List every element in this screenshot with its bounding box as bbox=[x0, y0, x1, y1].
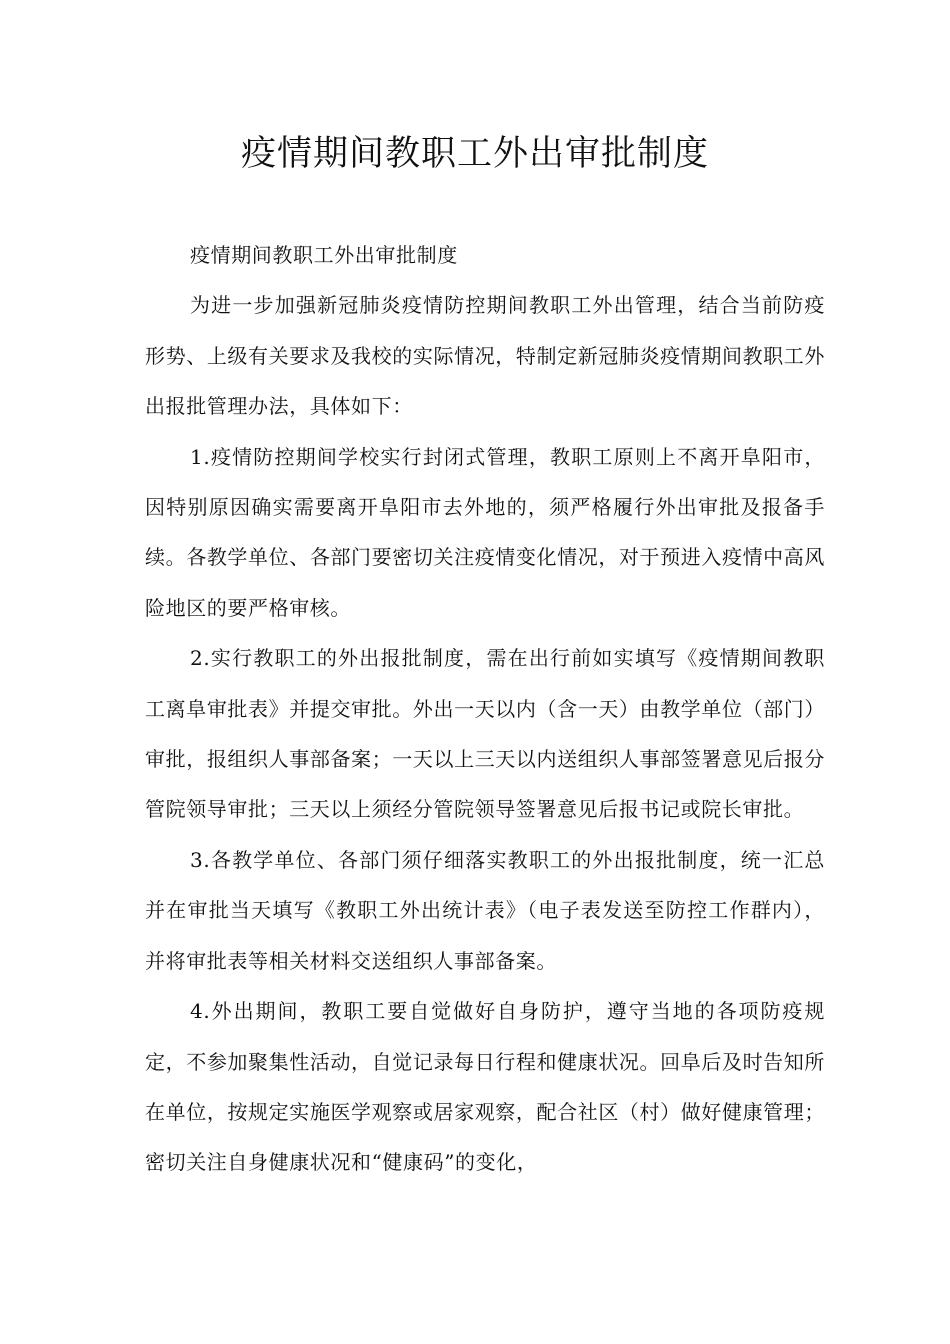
paragraph-item-4: 4.外出期间，教职工要自觉做好自身防护，遵守当地的各项防疫规定，不参加聚集性活动，自觉记录每日行程和健康状况。回阜后及时告知所在单位，按规定实施医学观察或居家观察，配合社区（村）做好健康管理；密切关注自身健康状况和“健康码”的变化， bbox=[145, 999, 825, 1175]
paragraph-subtitle: 疫情期间教职工外出审批制度 bbox=[190, 243, 458, 267]
paragraph-item-2: 2.实行教职工的外出报批制度，需在出行前如实填写《疫情期间教职工离阜审批表》并提交审批。外出一天以内（含一天）由教学单位（部门）审批，报组织人事部备案；一天以上三天以内送组织人事部签署意见后报分管院领导审批；三天以上须经分管院领导签署意见后报书记或院长审批。 bbox=[145, 646, 825, 822]
paragraph-intro: 为进一步加强新冠肺炎疫情防控期间教职工外出管理，结合当前防疫形势、上级有关要求及我校的实际情况，特制定新冠肺炎疫情期间教职工外出报批管理办法，具体如下： bbox=[145, 293, 825, 419]
paragraph-item-3: 3.各教学单位、各部门须仔细落实教职工的外出报批制度，统一汇总并在审批当天填写《教职工外出统计表》（电子表发送至防控工作群内），并将审批表等相关材料交送组织人事部备案。 bbox=[145, 847, 825, 973]
document-title: 疫情期间教职工外出审批制度 bbox=[240, 134, 709, 174]
paragraph-item-1: 1.疫情防控期间学校实行封闭式管理，教职工原则上不离开阜阳市，因特别原因确实需要离开阜阳市去外地的，须严格履行外出审批及报备手续。各教学单位、各部门要密切关注疫情变化情况，对于预进入疫情中高风险地区的要严格审核。 bbox=[145, 444, 825, 620]
document-body bbox=[145, 230, 825, 1188]
